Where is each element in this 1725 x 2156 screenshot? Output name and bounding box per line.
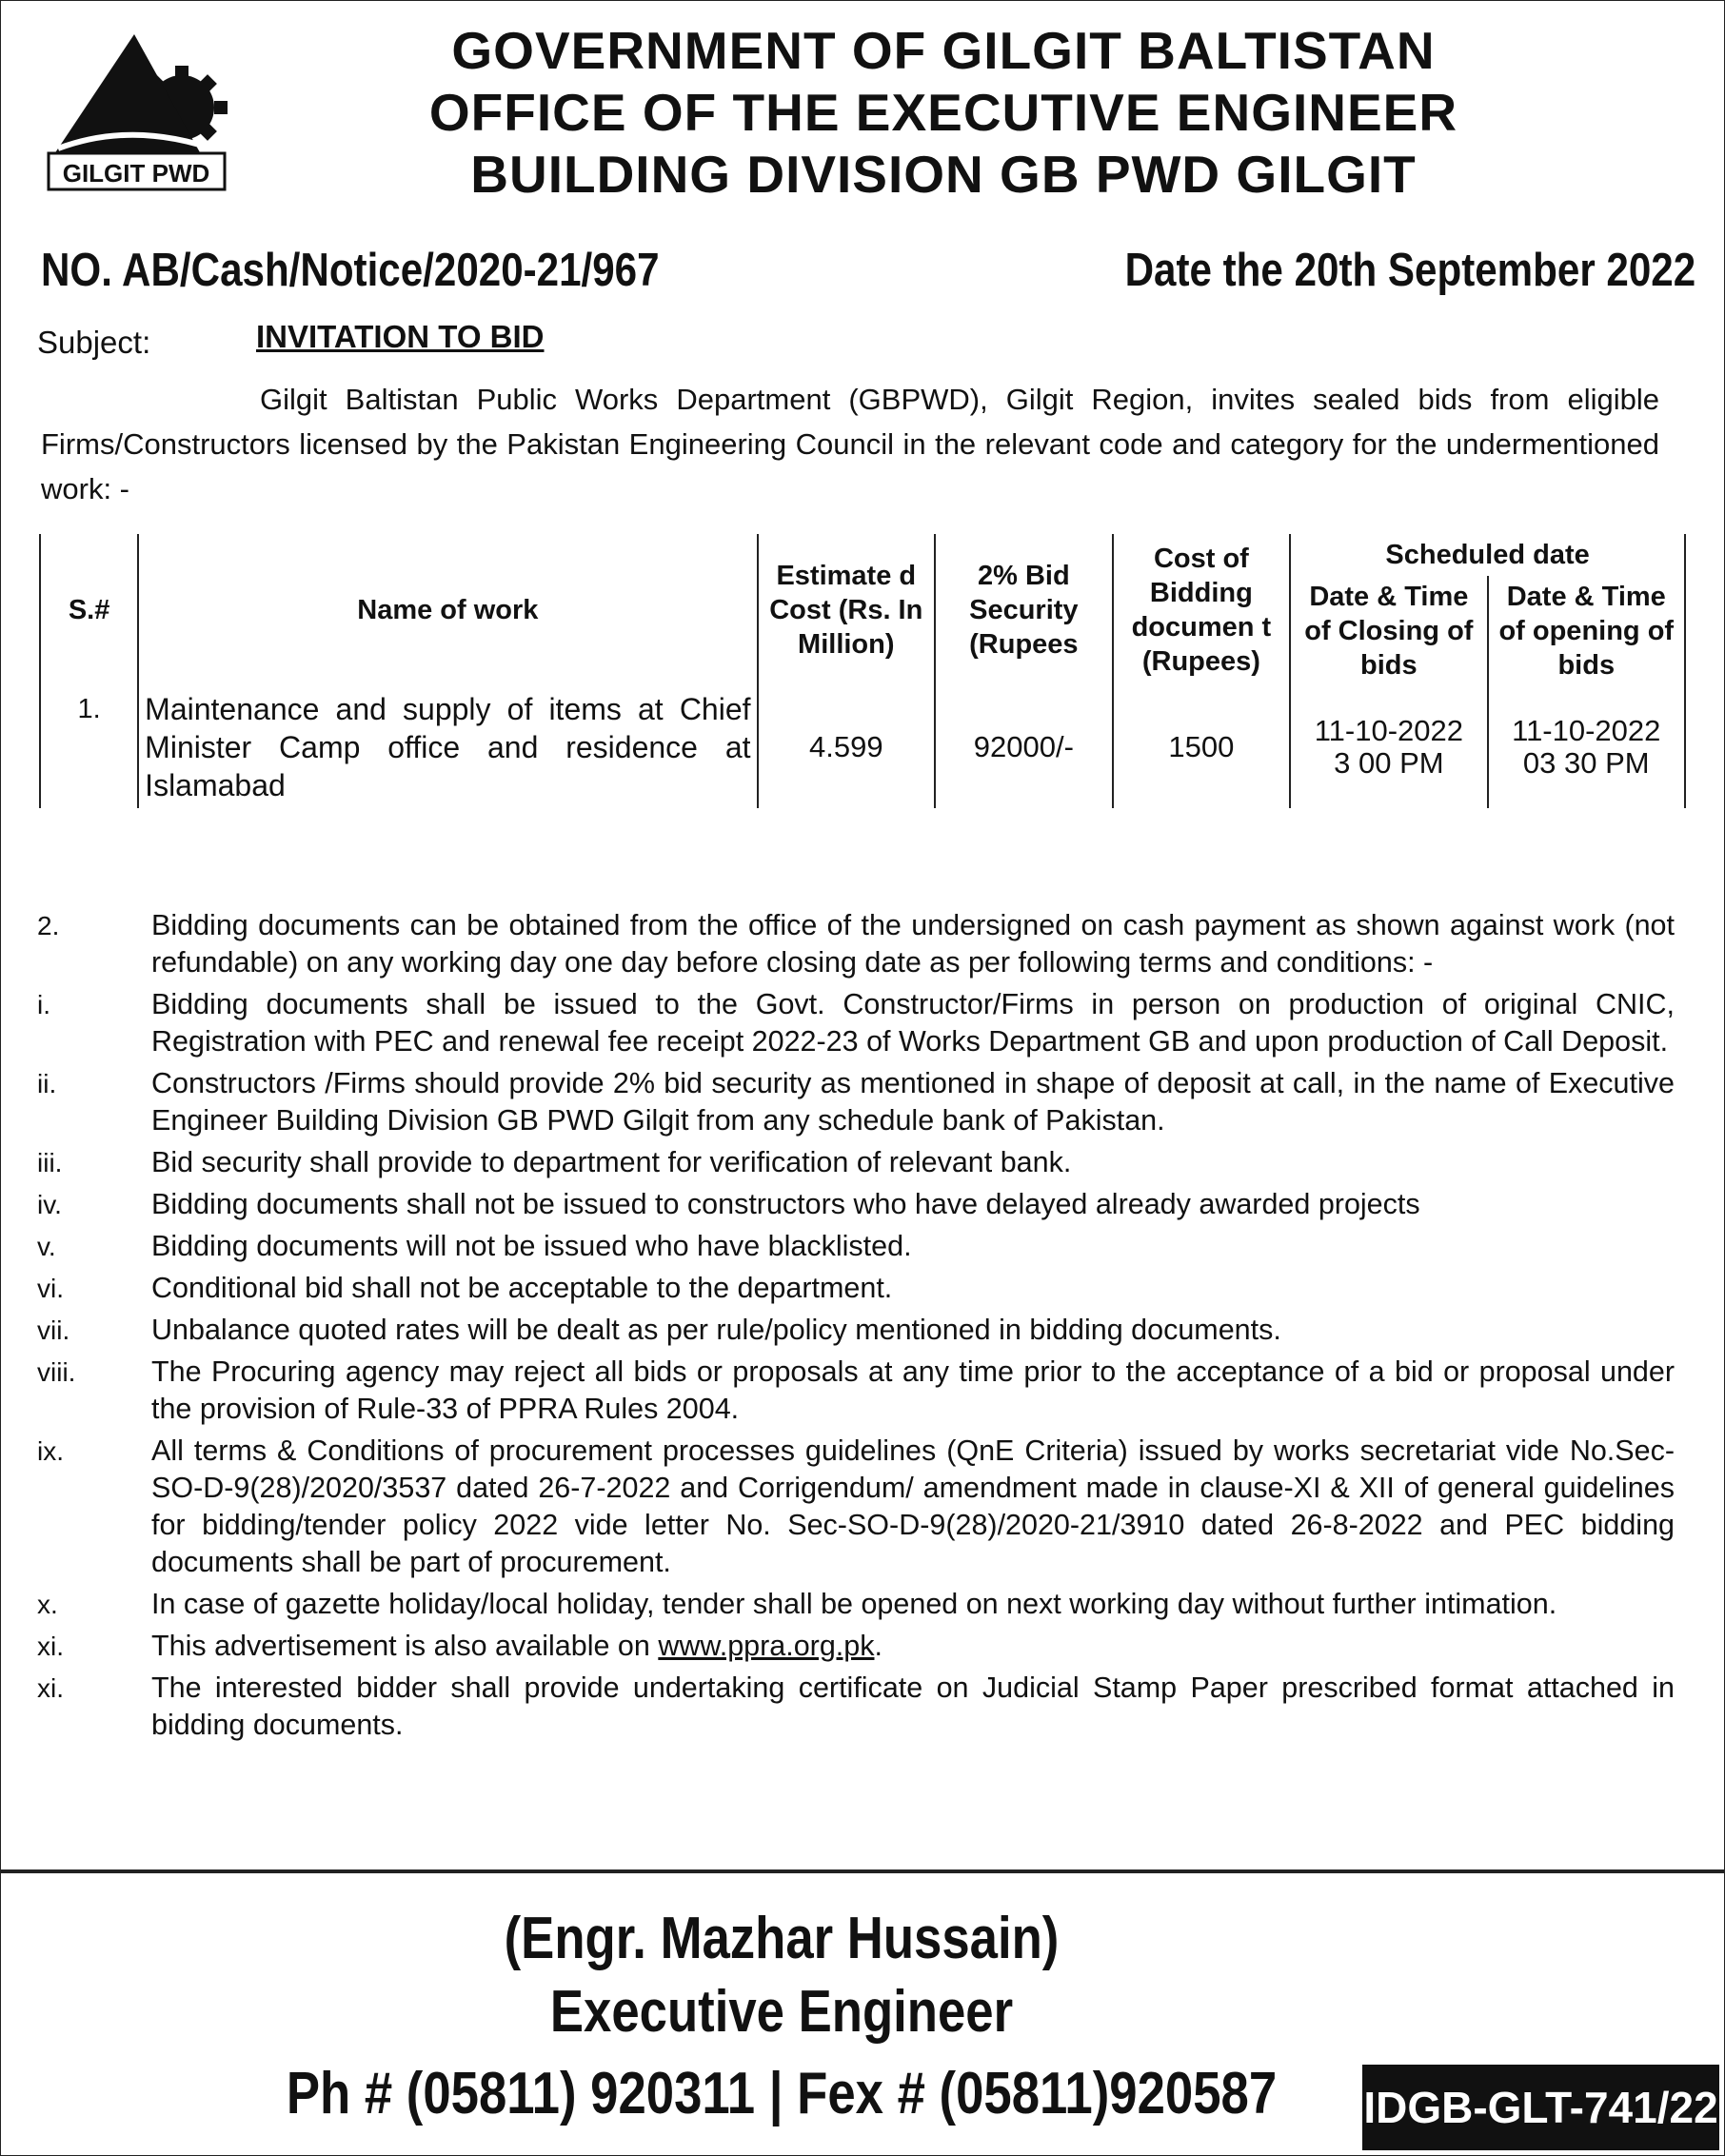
- list-item: [37, 986, 1675, 1060]
- item-number: v.: [37, 1232, 56, 1261]
- reference-date: Date the 20th September 2022: [1124, 245, 1695, 296]
- header-sn: S.#: [40, 534, 138, 686]
- item-text: Constructors /Firms should provide 2% bid security as mentioned in shape of deposit at call, in the name of Executive Engineer Building Division GB PWD Gilgit from any schedule bank of Pakistan.: [151, 1067, 1675, 1137]
- list-item: [37, 1586, 1675, 1623]
- list-item: [37, 1354, 1675, 1428]
- signatory-name: (Engr. Mazhar Hussain): [504, 1906, 1060, 1971]
- item-text-suffix: .: [874, 1630, 882, 1662]
- cell-name-of-work: Maintenance and supply of items at Chief Minister Camp office and residence at Islamabad: [138, 686, 757, 808]
- contact-numbers: Ph # (05811) 920311 | Fex # (05811)920587: [286, 2061, 1278, 2126]
- item-number: ix.: [37, 1436, 64, 1466]
- item-number: 2.: [37, 911, 60, 940]
- header-government: GOVERNMENT OF GILGIT BALTISTAN: [451, 21, 1436, 80]
- list-item: [37, 907, 1675, 981]
- item-number: ii.: [37, 1069, 57, 1098]
- item-text: Conditional bid shall not be acceptable to the department.: [151, 1272, 893, 1304]
- header-scheduled-date: Scheduled date: [1290, 534, 1685, 576]
- opening-date: 11-10-2022: [1512, 714, 1661, 747]
- item-text: Bidding documents will not be issued who have blacklisted.: [151, 1230, 912, 1262]
- closing-date: 11-10-2022: [1314, 714, 1463, 747]
- signatory-title: Executive Engineer: [549, 1979, 1014, 2045]
- cell-opening: [1488, 686, 1685, 808]
- item-text: Bidding documents shall be issued to the Govt. Constructor/Firms in person on production of original CNIC, Registration with PEC and renewal fee receipt 2022-23 of Works Department GB and upon production of Call Deposit.: [151, 988, 1675, 1058]
- list-item: [37, 1312, 1675, 1349]
- item-number: vi.: [37, 1274, 64, 1303]
- header-opening: Date & Time of opening of bids: [1488, 576, 1685, 686]
- table-row: [40, 686, 1685, 808]
- list-item: [37, 1186, 1675, 1223]
- footer-divider: [1, 1869, 1724, 1873]
- cell-sn: 1.: [40, 686, 138, 808]
- subject-text: INVITATION TO BID: [256, 319, 545, 354]
- header-estimated-cost: Estimate d Cost (Rs. In Million): [758, 534, 936, 686]
- logo-text: GILGIT PWD: [62, 159, 210, 188]
- item-text-prefix: This advertisement is also available on: [151, 1630, 659, 1662]
- item-text: In case of gazette holiday/local holiday, tender shall be opened on next working day without further intimation.: [151, 1588, 1557, 1620]
- list-item: [37, 1670, 1675, 1744]
- header-document-cost: Cost of Bidding documen t (Rupees): [1113, 534, 1291, 686]
- item-text: Bidding documents can be obtained from the office of the undersigned on cash payment as shown against work (not refundable) on any working day one day before closing date as per following terms and conditions: -: [151, 909, 1675, 979]
- bid-table: [39, 534, 1686, 808]
- list-item: [37, 1433, 1675, 1581]
- item-text: Unbalance quoted rates will be dealt as per rule/policy mentioned in bidding documents.: [151, 1314, 1281, 1346]
- item-number: iii.: [37, 1148, 63, 1177]
- list-item: [37, 1228, 1675, 1265]
- ad-code-badge: IDGB-GLT-741/22: [1362, 2065, 1719, 2150]
- header-closing: Date & Time of Closing of bids: [1290, 576, 1487, 686]
- item-text: Bidding documents shall not be issued to constructors who have delayed already awarded projects: [151, 1188, 1420, 1220]
- header-bid-security: 2% Bid Security (Rupees: [935, 534, 1113, 686]
- item-number: viii.: [37, 1357, 76, 1387]
- item-text: The interested bidder shall provide undertaking certificate on Judicial Stamp Paper prescribed format attached in bidding documents.: [151, 1671, 1675, 1741]
- item-number: x.: [37, 1590, 58, 1619]
- list-item: [37, 1628, 1675, 1665]
- cell-document-cost: 1500: [1113, 686, 1291, 808]
- subject-label: Subject:: [37, 325, 151, 360]
- item-text: All terms & Conditions of procurement processes guidelines (QnE Criteria) issued by works secretariat vide No.Sec-SO-D-9(28)/2020/3537 dated 26-7-2022 and Corrigendum/ amendment made in clause-XI & XII of general guidelines for bidding/tender policy 2022 vide letter No. Sec-SO-D-9(28)/2020-21/3910 dated 26-8-2022 and PEC bidding documents shall be part of procurement.: [151, 1434, 1675, 1578]
- cell-bid-security: 92000/-: [935, 686, 1113, 808]
- header-office: OFFICE OF THE EXECUTIVE ENGINEER: [428, 83, 1458, 142]
- cell-closing: [1290, 686, 1487, 808]
- conditions-list: [37, 907, 1675, 1749]
- item-number: xi.: [37, 1673, 64, 1703]
- item-number: i.: [37, 990, 50, 1019]
- item-text: [151, 1628, 1675, 1665]
- opening-time: 03 30 PM: [1522, 746, 1650, 780]
- reference-number: NO. AB/Cash/Notice/2020-21/967: [41, 245, 660, 296]
- closing-time: 3 00 PM: [1334, 746, 1444, 780]
- item-number: vii.: [37, 1315, 70, 1345]
- item-number: xi.: [37, 1632, 64, 1661]
- header-division: BUILDING DIVISION GB PWD GILGIT: [470, 145, 1417, 204]
- cell-estimated-cost: 4.599: [758, 686, 936, 808]
- header-name-of-work: Name of work: [138, 534, 757, 686]
- item-number: iv.: [37, 1190, 62, 1219]
- gilgit-pwd-logo: [39, 30, 229, 191]
- item-text: Bid security shall provide to department for verification of relevant bank.: [151, 1146, 1072, 1178]
- item-text: The Procuring agency may reject all bids or proposals at any time prior to the acceptance of a bid or proposal under the provision of Rule-33 of PPRA Rules 2004.: [151, 1355, 1675, 1425]
- list-item: [37, 1144, 1675, 1181]
- list-item: [37, 1270, 1675, 1307]
- ppra-website-link[interactable]: www.ppra.org.pk: [658, 1630, 875, 1662]
- intro-paragraph: Gilgit Baltistan Public Works Department (GBPWD), Gilgit Region, invites sealed bids from eligible Firms/Constructors licensed by the Pakistan Engineering Council in the relevant code and category for the undermentioned work: -: [41, 383, 1659, 505]
- list-item: [37, 1065, 1675, 1139]
